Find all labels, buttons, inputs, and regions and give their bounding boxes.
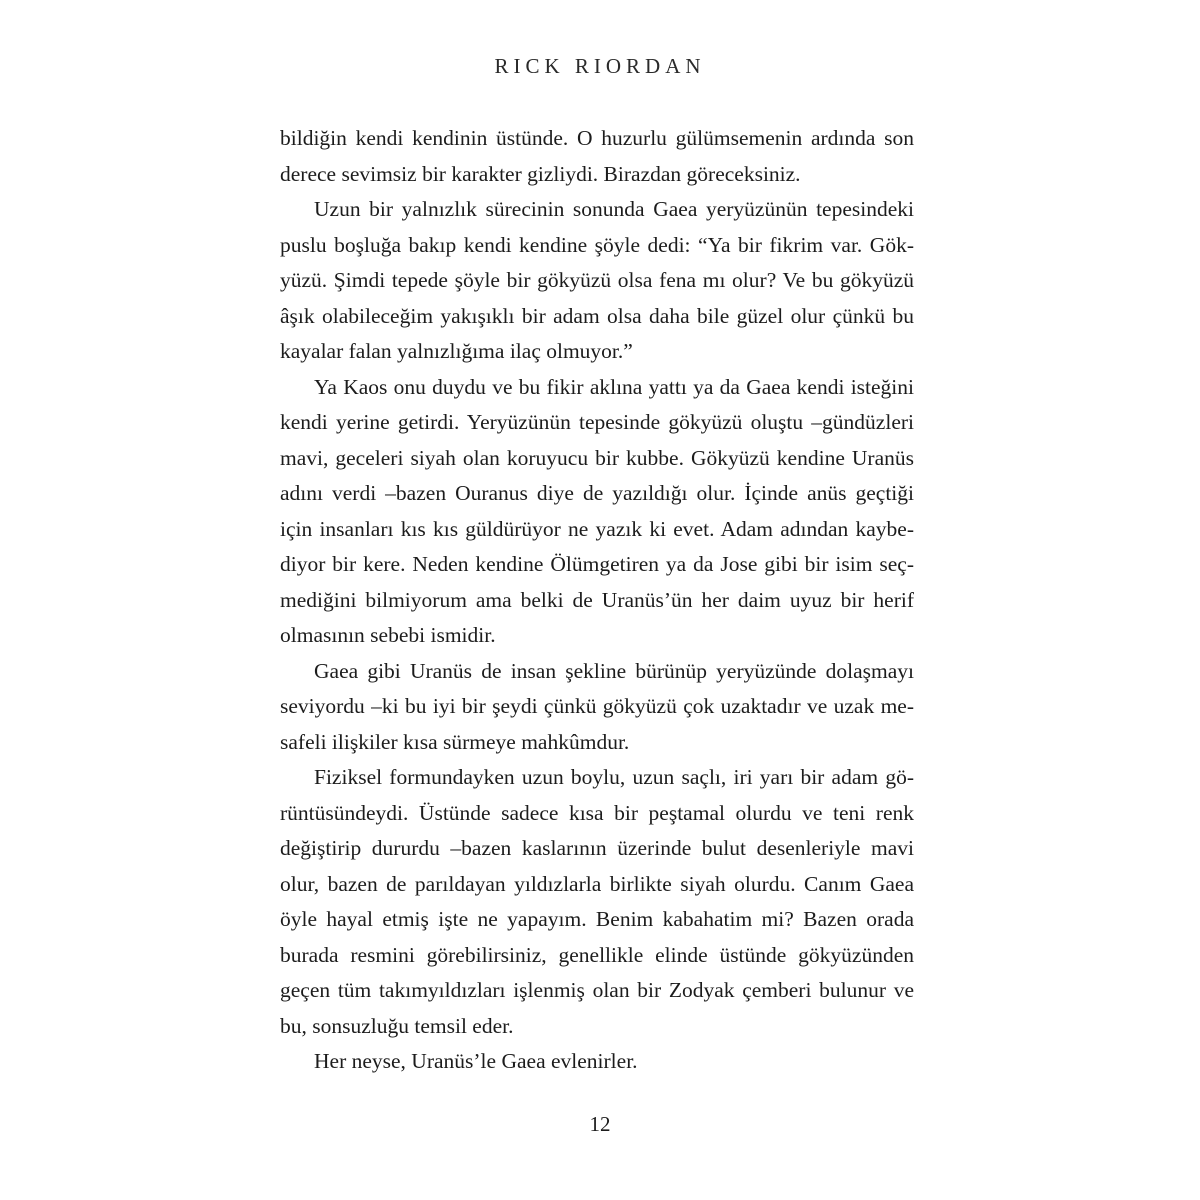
text-line: mavi, geceleri siyah olan koruyucu bir kubbe. Gökyüzü kendine Uranüs xyxy=(280,445,914,470)
paragraph xyxy=(280,1044,914,1080)
text-line: öyle hayal etmiş işte ne yapayım. Benim kabahatim mi? Bazen orada xyxy=(280,907,914,931)
text-line: bildiğin kendi kendinin üstünde. O huzurlu gülümsemenin ardında son xyxy=(280,126,914,150)
text-line: rüntüsündeydi. Üstünde sadece kısa bir peştamal olurdu ve teni renk xyxy=(280,800,914,825)
text-line: âşık olabileceğim yakışıklı bir adam olsa daha bile güzel olur çünkü bu xyxy=(280,303,914,328)
text-line: Fiziksel formundayken uzun boylu, uzun saçlı, iri yarı bir adam gö- xyxy=(314,765,914,789)
text-line: burada resmini görebilirsiniz, genellikle elinde üstünde gökyüzünden xyxy=(280,942,914,967)
text-line: Ya Kaos onu duydu ve bu fikir aklına yattı ya da Gaea kendi isteğini xyxy=(314,374,914,399)
text-line: bu, sonsuzluğu temsil eder. xyxy=(280,1013,514,1038)
paragraph xyxy=(280,654,914,761)
text-line: kendi yerine getirdi. Yeryüzünün tepesinde gökyüzü oluştu –gündüzleri xyxy=(280,410,914,434)
text-line: olmasının sebebi ismidir. xyxy=(280,623,496,647)
text-line: için insanları kıs kıs güldürüyor ne yazık ki evet. Adam adından kaybe- xyxy=(280,516,914,541)
page-number: 12 xyxy=(589,1112,611,1136)
text-line: mediğini bilmiyorum ama belki de Uranüs’ün her daim uyuz bir herif xyxy=(280,587,914,612)
paragraph xyxy=(280,121,914,192)
text-line: geçen tüm takımyıldızları işlenmiş olan bir Zodyak çemberi bulunur ve xyxy=(280,978,914,1002)
text-line: Uzun bir yalnızlık sürecinin sonunda Gaea yeryüzünün tepesindeki xyxy=(314,197,914,221)
text-line: diyor bir kere. Neden kendine Ölümgetiren ya da Jose gibi bir isim seç- xyxy=(280,552,914,576)
text-line: Gaea gibi Uranüs de insan şekline bürünüp yeryüzünde dolaşmayı xyxy=(314,658,914,683)
text-line: puslu boşluğa bakıp kendi kendine şöyle dedi: “Ya bir fikrim var. Gök- xyxy=(280,232,914,257)
text-line: adını verdi –bazen Ouranus diye de yazıldığı olur. İçinde anüs geçtiği xyxy=(280,481,914,505)
paragraph xyxy=(280,760,914,1044)
text-line: yüzü. Şimdi tepede şöyle bir gökyüzü olsa fena mı olur? Ve bu gökyüzü xyxy=(280,268,914,292)
text-line: olur, bazen de parıldayan yıldızlarla birlikte siyah olurdu. Canım Gaea xyxy=(280,871,914,896)
running-header: RICK RIORDAN xyxy=(494,54,706,78)
text-line: değiştirip dururdu –bazen kaslarının üzerinde bulut desenleriyle mavi xyxy=(280,836,914,860)
paragraph xyxy=(280,192,914,370)
text-line: derece sevimsiz bir karakter gizliydi. Birazdan göreceksiniz. xyxy=(280,161,801,186)
body-text xyxy=(280,121,914,1080)
text-line: seviyordu –ki bu iyi bir şeydi çünkü gökyüzü çok uzaktadır ve uzak me- xyxy=(280,694,914,718)
paragraph xyxy=(280,370,914,654)
text-line: kayalar falan yalnızlığıma ilaç olmuyor.” xyxy=(280,339,633,363)
text-line: Her neyse, Uranüs’le Gaea evlenirler. xyxy=(314,1049,638,1073)
text-line: safeli ilişkiler kısa sürmeye mahkûmdur. xyxy=(280,729,630,754)
